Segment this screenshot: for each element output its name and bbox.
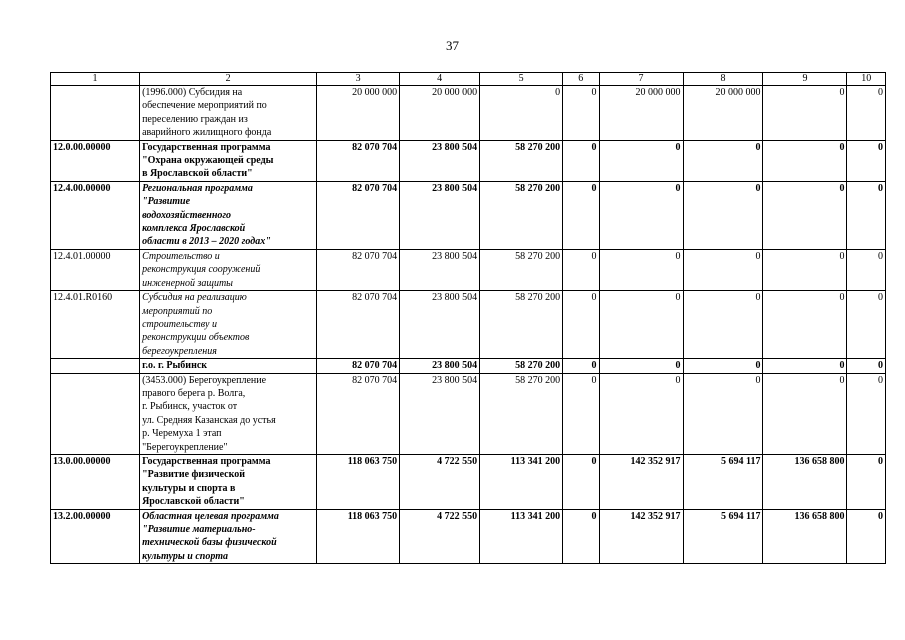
row-value-col-3: 82 070 704 [317, 181, 400, 249]
row-value-col-6: 0 [563, 509, 599, 564]
row-value-col-8: 0 [683, 359, 763, 373]
row-name-line: берегоукрепления [142, 345, 217, 357]
row-value-col-10: 0 [847, 181, 886, 249]
row-value-col-5: 58 270 200 [480, 249, 563, 290]
row-value-col-7: 0 [599, 181, 683, 249]
column-header: 10 [847, 73, 886, 86]
row-value-col-4: 23 800 504 [400, 373, 480, 454]
row-name-line: ул. Средняя Казанская до устья [142, 414, 276, 426]
row-name-line: Государственная программа [142, 455, 271, 467]
row-value-col-3: 118 063 750 [317, 509, 400, 564]
row-value-col-5: 58 270 200 [480, 291, 563, 359]
row-name-line: г.о. г. Рыбинск [142, 360, 208, 372]
row-value-col-3: 20 000 000 [317, 86, 400, 141]
table-row [51, 373, 886, 454]
row-value-col-6: 0 [563, 359, 599, 373]
column-header: 1 [51, 73, 140, 86]
row-value-col-5: 58 270 200 [480, 373, 563, 454]
row-value-col-7: 0 [599, 249, 683, 290]
row-name [140, 373, 317, 454]
row-name [140, 86, 317, 141]
row-value-col-9: 0 [763, 249, 847, 290]
row-name [140, 181, 317, 249]
row-value-col-3: 82 070 704 [317, 140, 400, 181]
row-name-line: (3453.000) Берегоукрепление [142, 374, 267, 386]
row-value-col-6: 0 [563, 86, 599, 141]
row-name-line: Региональная программа [142, 182, 253, 194]
page-number: 37 [446, 38, 459, 53]
table-row [51, 86, 886, 141]
row-value-col-5: 58 270 200 [480, 140, 563, 181]
row-name [140, 249, 317, 290]
row-name-line: (1996.000) Субсидия на [142, 87, 243, 98]
row-name-line: "Развитие [142, 196, 191, 208]
row-name [140, 140, 317, 181]
row-name [140, 359, 317, 373]
row-value-col-9: 0 [763, 359, 847, 373]
row-name-line: реконструкция сооружений [142, 264, 261, 276]
row-value-col-10: 0 [847, 359, 886, 373]
row-code: 12.4.00.00000 [51, 181, 140, 249]
table-header-row [51, 73, 886, 86]
table-row [51, 181, 886, 249]
row-value-col-10: 0 [847, 291, 886, 359]
row-code: 12.4.01.00000 [51, 249, 140, 290]
row-code: 13.0.00.00000 [51, 454, 140, 509]
row-value-col-3: 118 063 750 [317, 454, 400, 509]
row-name-line: технической базы физической [142, 537, 277, 549]
column-header: 9 [763, 73, 847, 86]
row-value-col-3: 82 070 704 [317, 249, 400, 290]
budget-table [50, 72, 886, 564]
row-name-line: Строительство и [142, 250, 220, 262]
row-value-col-4: 23 800 504 [400, 140, 480, 181]
row-name-line: р. Черемуха 1 этап [142, 428, 222, 440]
row-value-col-4: 4 722 550 [400, 454, 480, 509]
row-value-col-6: 0 [563, 373, 599, 454]
row-name-line: инженерной защиты [142, 277, 233, 289]
row-code [51, 86, 140, 141]
row-value-col-3: 82 070 704 [317, 291, 400, 359]
row-name-line: правого берега р. Волга, [142, 387, 246, 399]
row-value-col-8: 5 694 117 [683, 454, 763, 509]
table-row [51, 249, 886, 290]
row-value-col-10: 0 [847, 373, 886, 454]
row-name-line: "Охрана окружающей среды [142, 155, 274, 167]
row-value-col-3: 82 070 704 [317, 373, 400, 454]
column-header: 3 [317, 73, 400, 86]
row-value-col-4: 23 800 504 [400, 359, 480, 373]
row-name-line: водохозяйственного [142, 209, 232, 221]
column-header: 6 [563, 73, 599, 86]
row-name-line: области в 2013 – 2020 годах" [142, 236, 271, 248]
row-value-col-9: 0 [763, 373, 847, 454]
row-value-col-7: 0 [599, 140, 683, 181]
row-name [140, 291, 317, 359]
row-name-line: "Развитие материально- [142, 524, 256, 535]
row-value-col-8: 0 [683, 181, 763, 249]
row-value-col-6: 0 [563, 454, 599, 509]
column-header: 5 [480, 73, 563, 86]
row-name [140, 454, 317, 509]
row-name-line: культуры и спорта в [142, 482, 236, 494]
row-value-col-8: 0 [683, 373, 763, 454]
row-value-col-10: 0 [847, 509, 886, 564]
row-value-col-7: 20 000 000 [599, 86, 683, 141]
row-value-col-4: 23 800 504 [400, 291, 480, 359]
table-row [51, 140, 886, 181]
row-value-col-7: 142 352 917 [599, 509, 683, 564]
row-value-col-9: 0 [763, 291, 847, 359]
row-value-col-4: 23 800 504 [400, 249, 480, 290]
row-name-line: культуры и спорта [142, 550, 228, 562]
column-header: 8 [683, 73, 763, 86]
row-code [51, 359, 140, 373]
row-code: 13.2.00.00000 [51, 509, 140, 564]
row-value-col-9: 136 658 800 [763, 509, 847, 564]
table-row [51, 291, 886, 359]
row-value-col-10: 0 [847, 454, 886, 509]
row-value-col-5: 0 [480, 86, 563, 141]
row-value-col-5: 113 341 200 [480, 509, 563, 564]
row-name-line: Государственная программа [142, 141, 271, 153]
row-name-line: комплекса Ярославской [142, 223, 246, 235]
row-value-col-10: 0 [847, 86, 886, 141]
row-name-line: аварийного жилищного фонда [142, 127, 272, 139]
row-value-col-8: 0 [683, 291, 763, 359]
row-value-col-9: 0 [763, 86, 847, 141]
row-value-col-6: 0 [563, 140, 599, 181]
row-value-col-4: 23 800 504 [400, 181, 480, 249]
column-header: 4 [400, 73, 480, 86]
column-header: 2 [140, 73, 317, 86]
row-value-col-9: 0 [763, 181, 847, 249]
row-name-line: реконструкции объектов [142, 332, 250, 344]
row-name-line: обеспечение мероприятий по [142, 100, 267, 112]
row-value-col-7: 0 [599, 373, 683, 454]
row-value-col-7: 0 [599, 359, 683, 373]
row-value-col-8: 0 [683, 140, 763, 181]
row-name-line: Областная целевая программа [142, 510, 279, 522]
table-row [51, 454, 886, 509]
row-value-col-7: 0 [599, 291, 683, 359]
row-value-col-7: 142 352 917 [599, 454, 683, 509]
row-value-col-10: 0 [847, 140, 886, 181]
row-name-line: Ярославской области" [142, 496, 245, 508]
row-name-line: строительству и [142, 318, 217, 330]
row-value-col-4: 4 722 550 [400, 509, 480, 564]
row-value-col-5: 113 341 200 [480, 454, 563, 509]
row-name-line: мероприятий по [142, 305, 213, 317]
row-value-col-6: 0 [563, 181, 599, 249]
row-name-line: г. Рыбинск, участок от [142, 401, 238, 413]
row-value-col-5: 58 270 200 [480, 181, 563, 249]
row-value-col-9: 136 658 800 [763, 454, 847, 509]
row-value-col-8: 20 000 000 [683, 86, 763, 141]
row-value-col-4: 20 000 000 [400, 86, 480, 141]
row-name-line: Субсидия на реализацию [142, 292, 247, 304]
row-name-line: "Развитие физической [142, 469, 246, 481]
row-value-col-5: 58 270 200 [480, 359, 563, 373]
row-name-line: переселению граждан из [142, 113, 248, 125]
row-value-col-3: 82 070 704 [317, 359, 400, 373]
row-code [51, 373, 140, 454]
row-name-line: "Берегоукрепление" [142, 441, 228, 453]
row-code: 12.4.01.R0160 [51, 291, 140, 359]
table-row [51, 359, 886, 373]
row-value-col-9: 0 [763, 140, 847, 181]
row-value-col-6: 0 [563, 291, 599, 359]
row-value-col-10: 0 [847, 249, 886, 290]
table-row [51, 509, 886, 564]
row-value-col-8: 0 [683, 249, 763, 290]
row-value-col-6: 0 [563, 249, 599, 290]
row-name [140, 509, 317, 564]
column-header: 7 [599, 73, 683, 86]
row-value-col-8: 5 694 117 [683, 509, 763, 564]
row-code: 12.0.00.00000 [51, 140, 140, 181]
row-name-line: в Ярославской области" [142, 168, 253, 180]
